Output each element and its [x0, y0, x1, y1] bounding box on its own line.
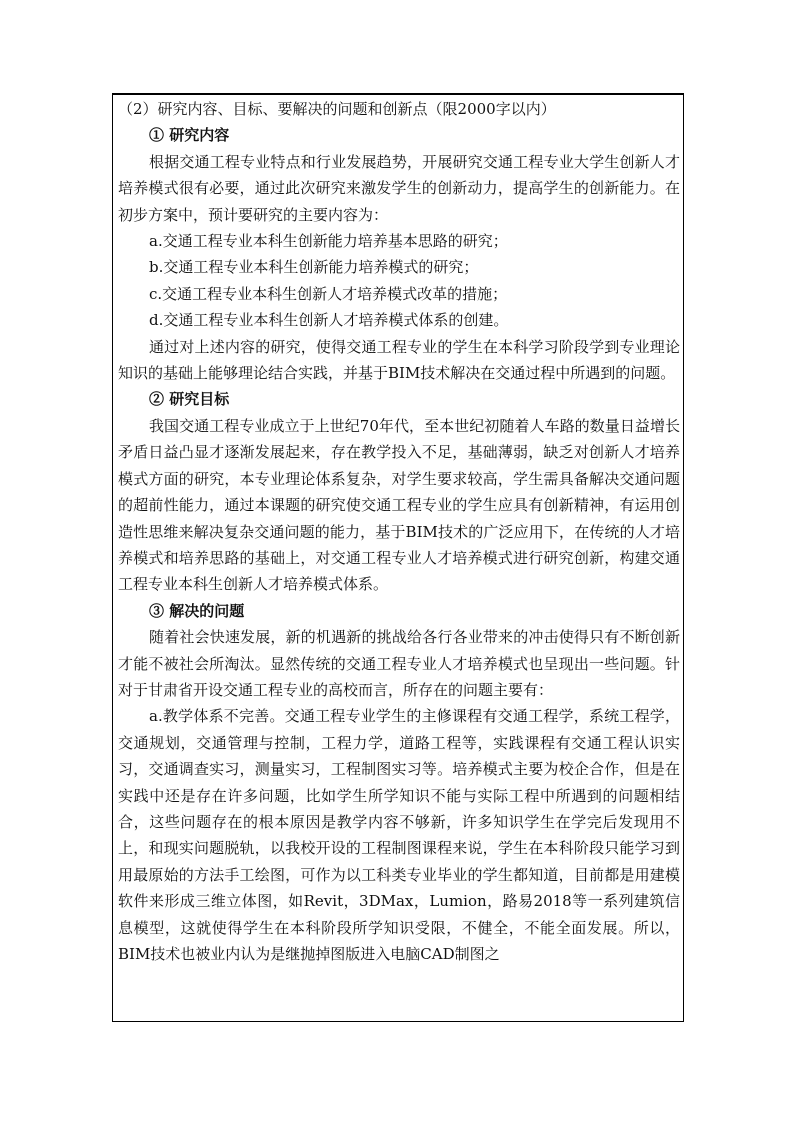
document-body: [118, 96, 680, 967]
paragraph-research-content-intro: 根据交通工程专业特点和行业发展趋势，开展研究交通工程专业大学生创新人才培养模式很有必要，通过此次研究来激发学生的创新动力，提高学生的创新能力。在初步方案中，预计要研究的主要内容为：: [118, 152, 680, 224]
table-top-border: [113, 94, 683, 95]
list-item: c.交通工程专业本科生创新人才培养模式改革的措施；: [149, 284, 508, 303]
paragraph-research-goals: 我国交通工程专业成立于上世纪70年代，至本世纪初随着人车路的数量日益增长矛盾日益凸显才逐渐发展起来，存在教学投入不足，基础薄弱，缺乏对创新人才培养模式方面的研究，本专业理论体系复杂，对学生要求较高，学生需具备解决交通问题的超前性能力，通过本课题的研究使交通工程专业的学生应具有创新精神，有运用创造性思维来解决复杂交通问题的能力，基于BIM技术的广泛应用下，在传统的人才培养模式和培养思路的基础上，对交通工程专业人才培养模式进行研究创新，构建交通工程专业本科生创新人才培养模式体系。: [118, 416, 680, 594]
section-title: （2）研究内容、目标、要解决的问题和创新点（限2000字以内）: [118, 100, 556, 118]
heading-problems-to-solve: ③ 解决的问题: [149, 601, 245, 620]
heading-research-goals: ② 研究目标: [149, 390, 230, 409]
paragraph-research-content-conclusion: 通过对上述内容的研究，使得交通工程专业的学生在本科学习阶段学到专业理论知识的基础上能够理论结合实践，并基于BIM技术解决在交通过程中所遇到的问题。: [118, 337, 680, 383]
form-table-cell: [112, 93, 684, 1022]
paragraph-problem-a: a.教学体系不完善。交通工程专业学生的主修课程有交通工程学，系统工程学，交通规划，交通管理与控制，工程力学，道路工程等，实践课程有交通工程认识实习，交通调查实习，测量实习，工程制图实习等。培养模式主要为校企合作，但是在实践中还是存在许多问题，比如学生所学知识不能与实际工程中所遇到的问题相结合，这些问题存在的根本原因是教学内容不够新，许多知识学生在学完后发现用不上，和现实问题脱轨，以我校开设的工程制图课程来说，学生在本科阶段只能学习到用最原始的方法手工绘图，可作为以工科类专业毕业的学生都知道，目前都是用建模软件来形成三维立体图，如Revit，3DMax，Lumion，路易2018等一系列建筑信息模型，这就使得学生在本科阶段所学知识受限，不健全，不能全面发展。所以，BIM技术也被业内认为是继抛掉图版进入电脑CAD制图之: [118, 707, 680, 963]
paragraph-problems-intro: 随着社会快速发展，新的机遇新的挑战给各行各业带来的冲击使得只有不断创新才能不被社会所淘汰。显然传统的交通工程专业人才培养模式也呈现出一些问题。针对于甘肃省开设交通工程专业的高校而言，所存在的问题主要有：: [118, 628, 680, 699]
heading-research-content: ① 研究内容: [149, 126, 230, 145]
list-item: a.交通工程专业本科生创新能力培养基本思路的研究；: [149, 232, 508, 251]
list-item: d.交通工程专业本科生创新人才培养模式体系的创建。: [149, 311, 509, 330]
list-item: b.交通工程专业本科生创新能力培养模式的研究；: [149, 258, 479, 277]
